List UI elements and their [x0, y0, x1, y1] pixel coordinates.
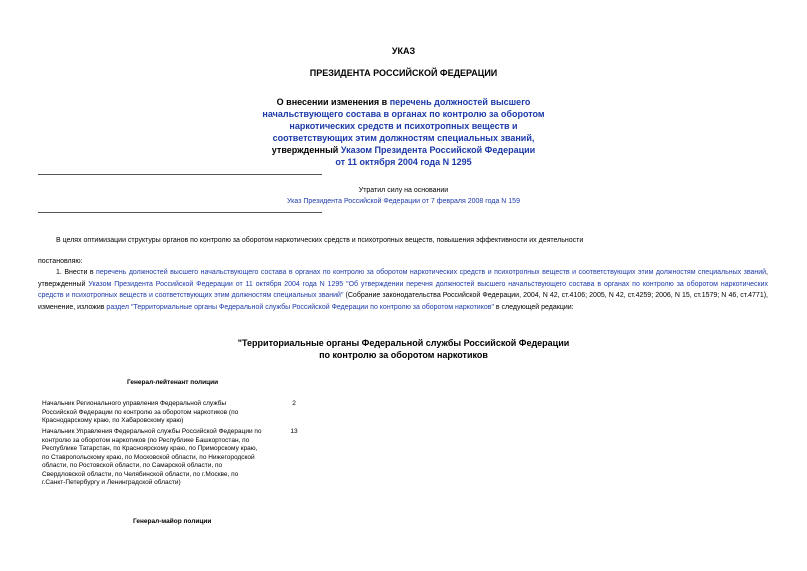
doc-type-title: УКАЗ	[391, 46, 416, 56]
subject-line-5a: утвержденный	[271, 145, 341, 155]
p1-text-c: , утвержденный	[38, 269, 768, 288]
table-row-count: 2	[292, 400, 296, 407]
subject-line-6[interactable]: от 11 октября 2004 года N 1295	[335, 157, 472, 167]
rank-heading: Генерал-лейтенант полиции	[127, 379, 219, 386]
table-row-text: Начальник Управления Федеральной службы Российской Федерации по контролю за оборотом наркотиков (по Республике Башкортостан, по Республике Татарстан, по Красноярскому краю, по Приморскому краю, по Ставропольскому краю, по Московской области, по Нижегородской области, по Ростовской области, по Самарской области, по Свердловской области, по Челябинской области, по г.Москве, по г.Санкт-Петербургу и Ленинградской области)	[42, 428, 262, 486]
list-of-positions-link[interactable]: перечень должностей высшего	[389, 97, 531, 107]
p1-positions-link[interactable]: перечень должностей высшего начальствующего состава в органах по контролю за оборотом наркотических средств и психотропных веществ и соответствующих этим должностям специальных званий	[96, 269, 767, 276]
decree-subject	[0, 96, 807, 168]
decree-word: постановляю:	[38, 258, 83, 265]
subject-line-2[interactable]: начальствующего состава в органах по контролю за оборотом	[262, 109, 545, 119]
status-divider-bottom	[38, 212, 322, 213]
table-row-count: 13	[290, 428, 298, 435]
preamble: В целях оптимизации структуры органов по контролю за оборотом наркотических средств и психотропных веществ, повышения эффективности их деятельности	[56, 237, 584, 244]
status-note: Утратил силу на основании	[358, 187, 449, 194]
issuer-title: ПРЕЗИДЕНТА РОССИЙСКОЙ ФЕДЕРАЦИИ	[309, 68, 498, 78]
p1-decree-link[interactable]: Указом Президента Российской Федерации от 11 октября 2004 года N 1295 "Об утверждении перечня должностей высшего начальствующего состава в органах по контролю за оборотом наркотических средств и психотропных веществ и соответствующих этим должностям специальных званий"	[38, 280, 768, 299]
subject-line-4[interactable]: соответствующих этим должностям специальных званий,	[272, 133, 535, 143]
section-heading-line-2: по контролю за оборотом наркотиков	[319, 350, 488, 360]
p1-section-link[interactable]: раздел "Территориальные органы Федеральной службы Российской Федерации по контролю за оборотом наркотиков"	[106, 303, 494, 311]
p1-text-a: 1. Внести в	[56, 269, 97, 276]
repeal-decree-link[interactable]: Указ Президента Российской Федерации от 7 февраля 2008 года N 159	[287, 198, 520, 205]
rank-heading: Генерал-майор полиции	[133, 518, 212, 525]
source-decree-link[interactable]: Указом Президента Российской Федерации	[340, 145, 536, 155]
table-row-text: Начальник Регионального управления Федеральной службы Российской Федерации по контролю за оборотом наркотиков (по Краснодарскому краю, по Хабаровскому краю)	[42, 400, 239, 424]
p1-text-g: в следующей редакции:	[493, 303, 574, 311]
status-divider-top	[38, 174, 322, 175]
p1-text-e: (Собрание законодательства Российской Федерации, 2004, N 42, ст.4106; 2005, N 42, ст.4259; 2006, N 15, ст.1579; N 46, ст.4771), изменение, изложив	[38, 292, 768, 311]
section-heading	[0, 337, 807, 361]
section-heading-line-1: "Территориальные органы Федеральной службы Российской Федерации	[237, 338, 570, 348]
subject-line-3[interactable]: наркотических средств и психотропных веществ и	[289, 121, 518, 131]
paragraph-1	[38, 267, 768, 313]
subject-line-1a: О внесении изменения в	[276, 97, 390, 107]
